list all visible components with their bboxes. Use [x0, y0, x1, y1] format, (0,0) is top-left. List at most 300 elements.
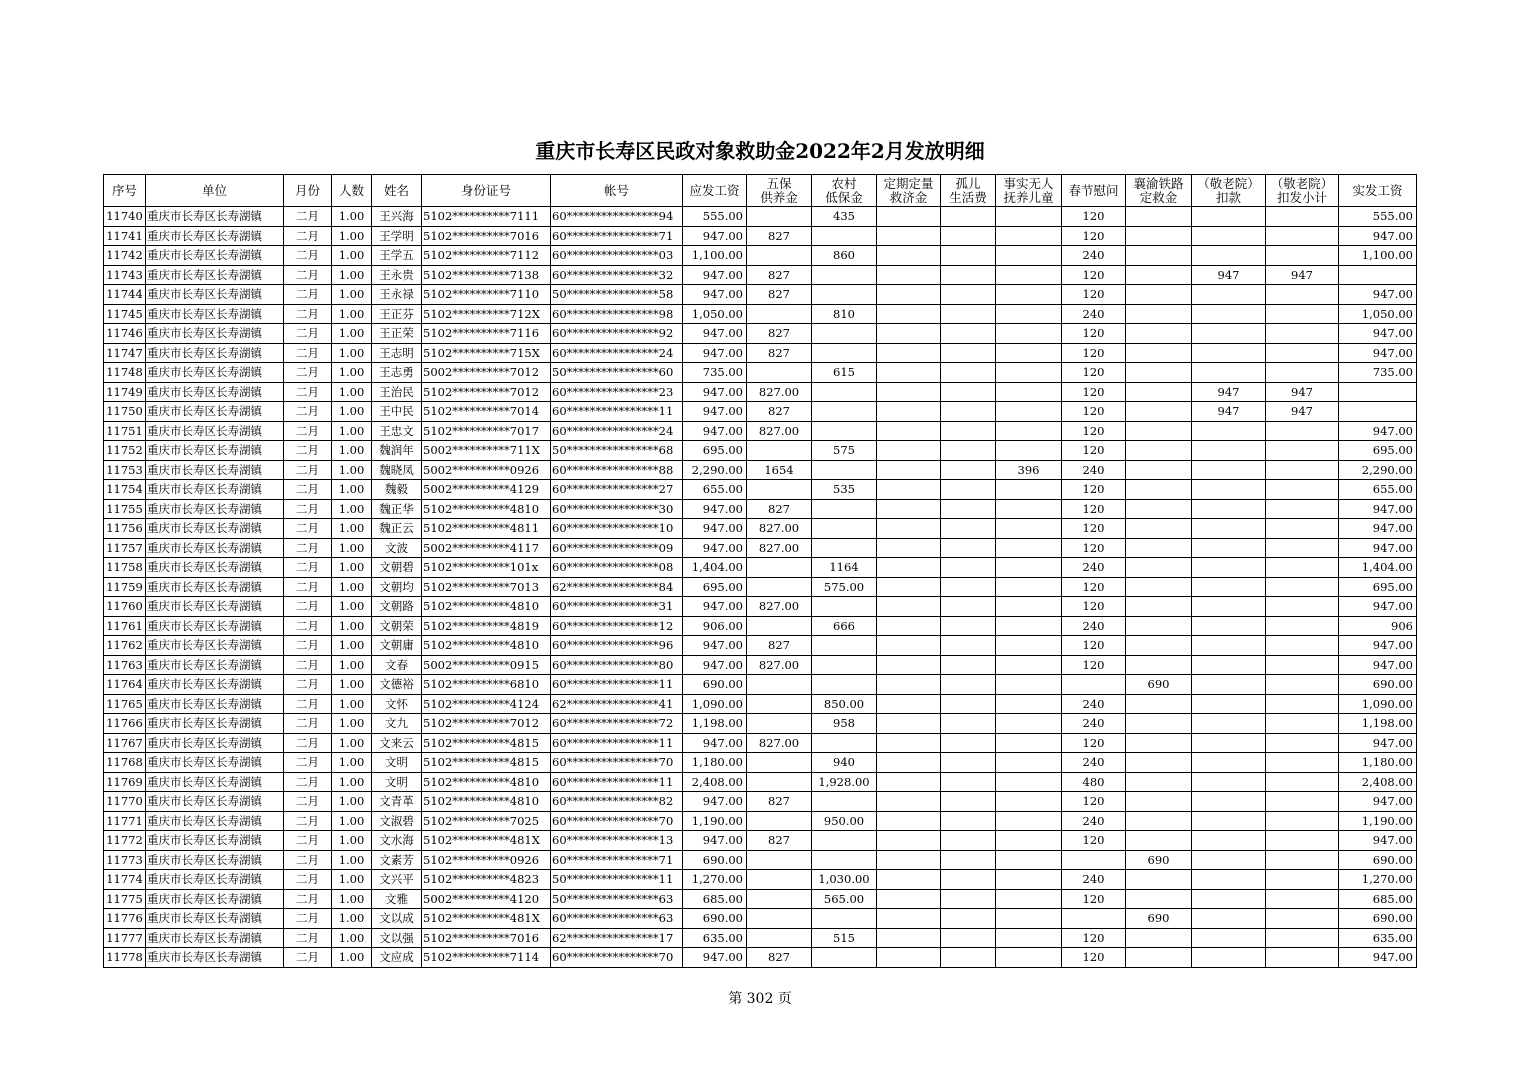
table-cell — [1266, 324, 1339, 344]
table-cell: 947.00 — [1339, 948, 1417, 968]
table-cell — [1126, 733, 1192, 753]
table-row — [104, 811, 1417, 831]
table-cell — [812, 226, 877, 246]
table-cell: 947.00 — [683, 733, 747, 753]
table-cell: 魏润年 — [372, 441, 422, 461]
table-cell: 5002**********4129 — [422, 480, 551, 500]
table-cell — [1192, 304, 1266, 324]
table-cell: 5102**********7138 — [422, 265, 551, 285]
table-cell — [1266, 207, 1339, 227]
table-cell — [1192, 870, 1266, 890]
table-cell — [996, 811, 1062, 831]
table-cell: 947.00 — [683, 538, 747, 558]
table-cell — [747, 207, 812, 227]
table-cell: 60****************70 — [551, 948, 683, 968]
table-cell — [996, 265, 1062, 285]
table-cell: 5102**********0926 — [422, 850, 551, 870]
table-cell — [941, 441, 996, 461]
table-cell: 695.00 — [683, 441, 747, 461]
table-cell: 重庆市长寿区长寿湖镇 — [146, 207, 284, 227]
table-row — [104, 519, 1417, 539]
table-cell: 60****************63 — [551, 909, 683, 929]
table-cell: 1.00 — [332, 480, 372, 500]
table-cell: 11750 — [104, 402, 146, 422]
table-cell — [747, 889, 812, 909]
table-cell: 二月 — [284, 772, 332, 792]
table-cell: 二月 — [284, 655, 332, 675]
table-cell — [877, 421, 941, 441]
table-cell — [1192, 285, 1266, 305]
table-cell: 重庆市长寿区长寿湖镇 — [146, 675, 284, 695]
table-cell: 695.00 — [683, 577, 747, 597]
table-cell — [1192, 538, 1266, 558]
table-cell: 5102**********7025 — [422, 811, 551, 831]
table-cell: 1,100.00 — [683, 246, 747, 266]
table-cell — [877, 538, 941, 558]
table-cell: 文以强 — [372, 928, 422, 948]
table-cell: 二月 — [284, 460, 332, 480]
table-cell — [1266, 246, 1339, 266]
table-cell — [996, 246, 1062, 266]
table-cell: 二月 — [284, 577, 332, 597]
table-cell: 60****************32 — [551, 265, 683, 285]
table-cell — [1126, 304, 1192, 324]
table-cell: 11778 — [104, 948, 146, 968]
table-cell: 文朝庸 — [372, 636, 422, 656]
table-cell — [1126, 519, 1192, 539]
table-cell — [1192, 577, 1266, 597]
table-cell — [1192, 694, 1266, 714]
table-cell — [1266, 870, 1339, 890]
table-cell: 1.00 — [332, 538, 372, 558]
table-cell: 5002**********4117 — [422, 538, 551, 558]
table-cell: 1.00 — [332, 772, 372, 792]
table-cell — [877, 499, 941, 519]
table-cell: 947 — [1192, 402, 1266, 422]
table-cell: 735.00 — [683, 363, 747, 383]
table-cell — [1266, 460, 1339, 480]
table-cell: 文春 — [372, 655, 422, 675]
table-cell: 940 — [812, 753, 877, 773]
table-cell: 文怀 — [372, 694, 422, 714]
table-cell: 60****************82 — [551, 792, 683, 812]
table-cell — [812, 519, 877, 539]
table-cell: 王志勇 — [372, 363, 422, 383]
table-cell: 重庆市长寿区长寿湖镇 — [146, 499, 284, 519]
table-cell — [941, 694, 996, 714]
table-cell: 重庆市长寿区长寿湖镇 — [146, 870, 284, 890]
table-cell — [996, 577, 1062, 597]
table-cell — [996, 733, 1062, 753]
table-cell: 947.00 — [1339, 831, 1417, 851]
table-cell — [1126, 265, 1192, 285]
table-cell: 11749 — [104, 382, 146, 402]
table-cell: 5002**********0915 — [422, 655, 551, 675]
table-cell: 240 — [1062, 460, 1126, 480]
table-row — [104, 324, 1417, 344]
table-cell — [1192, 928, 1266, 948]
table-cell — [996, 558, 1062, 578]
table-cell: 重庆市长寿区长寿湖镇 — [146, 226, 284, 246]
table-cell — [1192, 460, 1266, 480]
table-cell — [1192, 558, 1266, 578]
table-row — [104, 792, 1417, 812]
table-cell — [1192, 421, 1266, 441]
table-cell: 魏正华 — [372, 499, 422, 519]
table-cell — [1192, 636, 1266, 656]
table-cell: 重庆市长寿区长寿湖镇 — [146, 616, 284, 636]
table-cell: 1.00 — [332, 246, 372, 266]
table-cell — [996, 675, 1062, 695]
table-cell: 文九 — [372, 714, 422, 734]
table-cell — [996, 870, 1062, 890]
table-cell: 958 — [812, 714, 877, 734]
table-cell — [877, 441, 941, 461]
table-cell: 60****************08 — [551, 558, 683, 578]
table-cell: 5102**********7116 — [422, 324, 551, 344]
table-cell — [812, 909, 877, 929]
table-cell — [1192, 753, 1266, 773]
table-cell — [1192, 616, 1266, 636]
table-cell — [812, 402, 877, 422]
table-cell — [941, 655, 996, 675]
table-cell: 重庆市长寿区长寿湖镇 — [146, 324, 284, 344]
table-cell — [1266, 636, 1339, 656]
table-cell: 王正芬 — [372, 304, 422, 324]
table-cell — [941, 363, 996, 383]
table-cell — [1062, 850, 1126, 870]
table-cell — [996, 402, 1062, 422]
table-cell: 947.00 — [683, 655, 747, 675]
table-cell: 5102**********7111 — [422, 207, 551, 227]
table-cell: 11756 — [104, 519, 146, 539]
table-cell — [941, 304, 996, 324]
table-cell — [877, 753, 941, 773]
table-cell: 947 — [1266, 402, 1339, 422]
table-cell — [1126, 421, 1192, 441]
table-row — [104, 928, 1417, 948]
table-row — [104, 558, 1417, 578]
table-row — [104, 889, 1417, 909]
table-cell — [996, 421, 1062, 441]
table-cell: 480 — [1062, 772, 1126, 792]
table-cell: 重庆市长寿区长寿湖镇 — [146, 304, 284, 324]
table-cell — [941, 870, 996, 890]
table-cell: 重庆市长寿区长寿湖镇 — [146, 285, 284, 305]
table-cell — [1126, 480, 1192, 500]
table-row — [104, 441, 1417, 461]
table-cell — [1126, 460, 1192, 480]
table-cell — [877, 889, 941, 909]
table-cell — [1192, 889, 1266, 909]
table-cell — [996, 226, 1062, 246]
table-cell: 1.00 — [332, 226, 372, 246]
table-cell — [941, 558, 996, 578]
table-cell: 240 — [1062, 870, 1126, 890]
table-cell: 二月 — [284, 499, 332, 519]
table-cell: 120 — [1062, 636, 1126, 656]
table-row — [104, 480, 1417, 500]
table-cell: 重庆市长寿区长寿湖镇 — [146, 792, 284, 812]
table-cell: 947.00 — [1339, 636, 1417, 656]
table-cell: 240 — [1062, 753, 1126, 773]
table-row — [104, 694, 1417, 714]
table-cell: 1.00 — [332, 597, 372, 617]
table-cell — [1126, 831, 1192, 851]
table-cell: 690 — [1126, 850, 1192, 870]
table-cell: 文朝均 — [372, 577, 422, 597]
table-cell — [877, 519, 941, 539]
table-cell: 王学明 — [372, 226, 422, 246]
table-cell: 685.00 — [683, 889, 747, 909]
table-cell — [1192, 207, 1266, 227]
table-row — [104, 850, 1417, 870]
table-cell: 947.00 — [1339, 538, 1417, 558]
table-cell: 655.00 — [1339, 480, 1417, 500]
table-cell: 695.00 — [1339, 577, 1417, 597]
table-cell — [1126, 441, 1192, 461]
table-cell: 5102**********4810 — [422, 499, 551, 519]
table-cell: 1,050.00 — [1339, 304, 1417, 324]
table-cell — [941, 265, 996, 285]
table-cell: 120 — [1062, 402, 1126, 422]
table-cell: 947.00 — [683, 792, 747, 812]
table-cell: 重庆市长寿区长寿湖镇 — [146, 480, 284, 500]
table-cell — [1266, 889, 1339, 909]
table-cell: 690.00 — [1339, 675, 1417, 695]
table-cell: 11760 — [104, 597, 146, 617]
table-cell: 11754 — [104, 480, 146, 500]
table-cell: 文波 — [372, 538, 422, 558]
page-number: 第 302 页 — [728, 991, 792, 1007]
table-cell: 11759 — [104, 577, 146, 597]
table-cell: 60****************09 — [551, 538, 683, 558]
table-cell — [941, 714, 996, 734]
table-cell: 11740 — [104, 207, 146, 227]
table-cell — [1192, 792, 1266, 812]
table-cell: 二月 — [284, 850, 332, 870]
table-cell — [996, 714, 1062, 734]
table-row — [104, 577, 1417, 597]
table-cell: 二月 — [284, 753, 332, 773]
table-cell: 2,290.00 — [1339, 460, 1417, 480]
table-cell — [996, 831, 1062, 851]
table-cell: 重庆市长寿区长寿湖镇 — [146, 460, 284, 480]
table-cell: 435 — [812, 207, 877, 227]
table-cell: 735.00 — [1339, 363, 1417, 383]
table-cell — [1126, 285, 1192, 305]
table-cell: 50****************63 — [551, 889, 683, 909]
table-cell: 11774 — [104, 870, 146, 890]
column-header: 实发工资 — [1339, 175, 1417, 207]
table-cell — [812, 265, 877, 285]
table-cell — [1266, 558, 1339, 578]
table-cell: 120 — [1062, 207, 1126, 227]
table-cell: 1.00 — [332, 402, 372, 422]
table-cell — [877, 831, 941, 851]
table-cell: 二月 — [284, 382, 332, 402]
table-cell: 695.00 — [1339, 441, 1417, 461]
table-cell — [996, 909, 1062, 929]
table-cell — [877, 402, 941, 422]
column-header: 襄渝铁路 定救金 — [1126, 175, 1192, 207]
table-cell: 重庆市长寿区长寿湖镇 — [146, 811, 284, 831]
table-cell — [996, 850, 1062, 870]
table-cell: 二月 — [284, 285, 332, 305]
table-cell: 5102**********481X — [422, 831, 551, 851]
table-cell: 555.00 — [683, 207, 747, 227]
column-header: 事实无人 抚养儿童 — [996, 175, 1062, 207]
table-cell — [812, 324, 877, 344]
table-cell: 11766 — [104, 714, 146, 734]
table-cell: 60****************92 — [551, 324, 683, 344]
table-cell: 5102**********4810 — [422, 636, 551, 656]
table-cell: 947.00 — [683, 343, 747, 363]
table-cell: 文明 — [372, 753, 422, 773]
table-cell: 二月 — [284, 441, 332, 461]
table-cell: 120 — [1062, 577, 1126, 597]
table-cell — [812, 831, 877, 851]
table-cell: 947.00 — [1339, 324, 1417, 344]
table-cell — [1126, 558, 1192, 578]
table-cell: 1.00 — [332, 616, 372, 636]
table-cell: 11772 — [104, 831, 146, 851]
table-cell: 1,190.00 — [1339, 811, 1417, 831]
table-cell: 5102**********7016 — [422, 928, 551, 948]
table-row — [104, 753, 1417, 773]
table-cell: 947.00 — [1339, 499, 1417, 519]
table-cell — [1266, 811, 1339, 831]
table-cell — [812, 675, 877, 695]
table-cell: 120 — [1062, 597, 1126, 617]
table-cell: 重庆市长寿区长寿湖镇 — [146, 382, 284, 402]
table-cell: 11763 — [104, 655, 146, 675]
table-cell: 575 — [812, 441, 877, 461]
table-cell: 690.00 — [683, 909, 747, 929]
table-cell — [1126, 402, 1192, 422]
table-row — [104, 655, 1417, 675]
table-cell — [1192, 363, 1266, 383]
table-cell: 60****************11 — [551, 402, 683, 422]
table-cell — [812, 285, 877, 305]
table-cell: 120 — [1062, 948, 1126, 968]
table-cell — [996, 655, 1062, 675]
table-cell: 1.00 — [332, 870, 372, 890]
table-cell — [747, 928, 812, 948]
table-cell: 11744 — [104, 285, 146, 305]
table-cell: 60****************70 — [551, 753, 683, 773]
table-row — [104, 304, 1417, 324]
table-cell — [1126, 246, 1192, 266]
table-cell — [996, 499, 1062, 519]
table-cell — [1126, 948, 1192, 968]
table-cell — [941, 948, 996, 968]
table-cell: 120 — [1062, 519, 1126, 539]
table-cell — [747, 694, 812, 714]
table-cell: 947.00 — [1339, 792, 1417, 812]
table-cell: 62****************17 — [551, 928, 683, 948]
table-cell — [812, 850, 877, 870]
table-cell — [1192, 246, 1266, 266]
table-cell: 1,180.00 — [1339, 753, 1417, 773]
table-cell — [747, 772, 812, 792]
table-cell — [1266, 616, 1339, 636]
table-cell — [1126, 324, 1192, 344]
table-cell — [1266, 909, 1339, 929]
table-row — [104, 265, 1417, 285]
table-cell — [1126, 499, 1192, 519]
table-cell: 666 — [812, 616, 877, 636]
table-cell: 827.00 — [747, 421, 812, 441]
table-cell: 655.00 — [683, 480, 747, 500]
table-cell — [1126, 363, 1192, 383]
table-cell: 5102**********4124 — [422, 694, 551, 714]
table-cell: 重庆市长寿区长寿湖镇 — [146, 636, 284, 656]
table-cell: 11745 — [104, 304, 146, 324]
table-cell: 947 — [1266, 382, 1339, 402]
table-cell — [996, 948, 1062, 968]
table-cell: 二月 — [284, 733, 332, 753]
table-cell: 文德裕 — [372, 675, 422, 695]
table-cell: 565.00 — [812, 889, 877, 909]
table-cell: 二月 — [284, 597, 332, 617]
table-cell: 王学五 — [372, 246, 422, 266]
table-cell: 850.00 — [812, 694, 877, 714]
table-cell: 2,408.00 — [683, 772, 747, 792]
table-cell — [877, 733, 941, 753]
table-cell: 1.00 — [332, 382, 372, 402]
table-cell: 62****************41 — [551, 694, 683, 714]
table-cell: 二月 — [284, 363, 332, 383]
table-row — [104, 499, 1417, 519]
table-cell — [1192, 948, 1266, 968]
table-cell — [877, 675, 941, 695]
table-cell: 810 — [812, 304, 877, 324]
table-cell — [1266, 850, 1339, 870]
table-cell: 1.00 — [332, 558, 372, 578]
table-cell — [1126, 753, 1192, 773]
table-cell: 二月 — [284, 792, 332, 812]
table-cell: 120 — [1062, 831, 1126, 851]
table-cell — [877, 772, 941, 792]
table-cell: 947.00 — [683, 421, 747, 441]
table-cell — [941, 616, 996, 636]
table-cell: 5102**********101x — [422, 558, 551, 578]
table-row — [104, 831, 1417, 851]
table-cell: 947.00 — [1339, 285, 1417, 305]
table-cell: 1.00 — [332, 889, 372, 909]
table-row — [104, 285, 1417, 305]
table-cell: 1.00 — [332, 675, 372, 695]
table-cell — [1266, 655, 1339, 675]
table-row — [104, 343, 1417, 363]
table-cell: 947.00 — [683, 285, 747, 305]
table-cell: 5102**********4823 — [422, 870, 551, 890]
table-cell: 1.00 — [332, 499, 372, 519]
table-cell — [941, 597, 996, 617]
table-cell — [1266, 948, 1339, 968]
table-cell: 5102**********7112 — [422, 246, 551, 266]
table-cell: 11777 — [104, 928, 146, 948]
table-row — [104, 207, 1417, 227]
table-cell: 947.00 — [683, 831, 747, 851]
table-row — [104, 421, 1417, 441]
table-cell: 文朝荣 — [372, 616, 422, 636]
column-header: 春节慰问 — [1062, 175, 1126, 207]
table-cell: 947.00 — [683, 226, 747, 246]
table-cell: 1,090.00 — [683, 694, 747, 714]
table-cell: 5102**********7012 — [422, 382, 551, 402]
